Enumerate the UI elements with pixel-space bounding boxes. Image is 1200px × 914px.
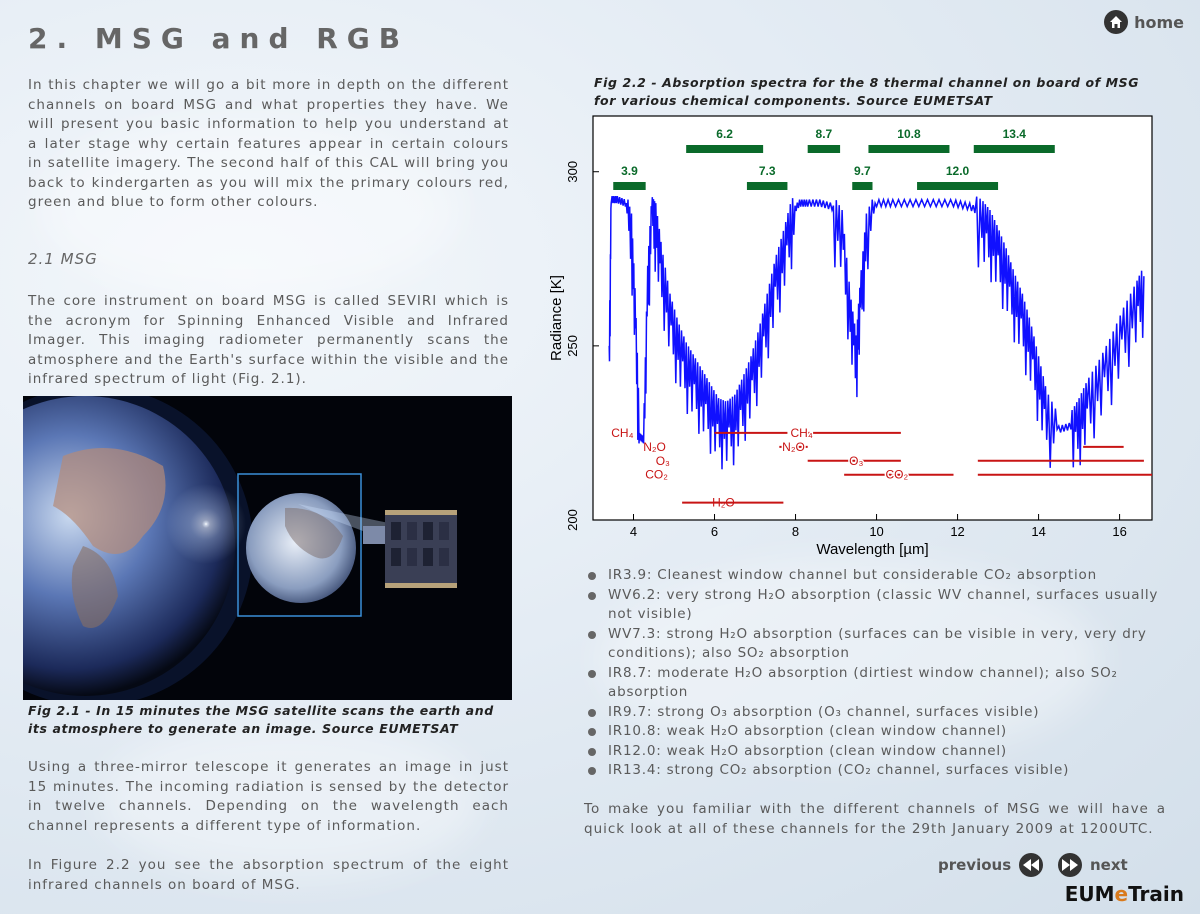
chart-svg bbox=[545, 108, 1165, 563]
y-tick-label: 200 bbox=[565, 509, 580, 531]
list-item: IR9.7: strong O₃ absorption (O₃ channel, surfaces visible) bbox=[586, 703, 1166, 723]
home-icon bbox=[1104, 10, 1128, 34]
absorber-label: CH₄ bbox=[611, 425, 634, 440]
list-item: WV7.3: strong H₂O absorption (surfaces can be visible in very, very dry conditions); also SO₂ absorption bbox=[586, 625, 1166, 664]
x-tick-label: 10 bbox=[869, 524, 884, 539]
channel-bar bbox=[852, 182, 872, 190]
channel-bar bbox=[917, 182, 998, 190]
channel-bar bbox=[747, 182, 788, 190]
previous-button[interactable] bbox=[938, 853, 1043, 877]
y-tick-label: 250 bbox=[565, 335, 580, 357]
fast-forward-icon bbox=[1058, 853, 1082, 877]
telescope-paragraph: Using a three-mirror telescope it generates an image in just 15 minutes. The incoming radiation is sensed by the detector in twelve channels. Depending on the wavelength each channel represents a different type of information. bbox=[28, 759, 509, 834]
list-item: IR12.0: weak H₂O absorption (clean window channel) bbox=[586, 742, 1166, 762]
section-heading: 2.1 MSG bbox=[28, 250, 98, 268]
y-tick-label: 300 bbox=[565, 160, 580, 183]
fig2-caption: Fig 2.2 - Absorption spectra for the 8 thermal channel on board of MSG for various chemical components. Source EUMETSAT bbox=[594, 75, 1140, 108]
intro-paragraph: In this chapter we will go a bit more in depth on the different channels on board MSG and what properties they have. We will present you basic information to help you understand at a later stage why certain features appear in certain colours in satellite imagery. The second half of this CAL will bring you back to kindergarten as you will mix the primary colours red, green and blue to form other colours. bbox=[28, 77, 509, 210]
x-tick-label: 8 bbox=[791, 524, 800, 539]
absorber-inline-label: N₂O bbox=[782, 439, 805, 454]
list-item: IR3.9: Cleanest window channel but considerable CO₂ absorption bbox=[586, 566, 1166, 586]
absorber-inline-label: CH₄ bbox=[790, 425, 813, 440]
channel-label: 3.9 bbox=[621, 164, 638, 178]
list-item: WV6.2: very strong H₂O absorption (classic WV channel, surfaces usually not visible) bbox=[586, 586, 1166, 625]
previous-label: previous bbox=[938, 856, 1012, 874]
channel-label: 8.7 bbox=[815, 127, 833, 141]
channel-bar bbox=[974, 145, 1055, 153]
channel-label: 7.3 bbox=[758, 164, 776, 178]
x-tick-label: 12 bbox=[950, 524, 965, 539]
absorber-inline-label: O₃ bbox=[849, 453, 864, 468]
channel-label: 6.2 bbox=[716, 127, 733, 141]
channel-bar bbox=[613, 182, 645, 190]
x-tick-label: 14 bbox=[1031, 524, 1046, 539]
absorber-label: H₂O bbox=[712, 495, 735, 510]
page-title: 2. MSG and RGB bbox=[28, 22, 410, 55]
x-axis-label: Wavelength [µm] bbox=[816, 541, 929, 558]
channel-label: 13.4 bbox=[1002, 127, 1026, 141]
list-item: IR8.7: moderate H₂O absorption (dirtiest window channel); also SO₂ absorption bbox=[586, 664, 1166, 703]
closing-paragraph: To make you familiar with the different channels of MSG we will have a quick look at all of these channels for the 29th January 2009 at 1200UTC. bbox=[584, 801, 1166, 837]
fig1-caption: Fig 2.1 - In 15 minutes the MSG satellite scans the earth and its atmosphere to generate an image. Source EUMETSAT bbox=[28, 703, 494, 736]
x-tick-label: 16 bbox=[1112, 524, 1127, 539]
seviri-paragraph: The core instrument on board MSG is called SEVIRI which is the acronym for Spinning Enhanced Visible and Infrared Imager. This imaging radiometer permanently scans the atmosphere and the Earth's surface within the visible and the infrared spectrum of light (Fig. 2.1). bbox=[28, 293, 509, 387]
absorber-label: CO₂ bbox=[645, 467, 668, 482]
channel-label: 9.7 bbox=[854, 164, 871, 178]
x-tick-label: 4 bbox=[629, 524, 638, 539]
next-label: next bbox=[1090, 856, 1128, 874]
rewind-icon bbox=[1019, 853, 1043, 877]
channel-list bbox=[586, 566, 1166, 781]
home-button[interactable] bbox=[1104, 10, 1184, 34]
channel-bar bbox=[686, 145, 763, 153]
channel-bar bbox=[868, 145, 949, 153]
channel-bar bbox=[808, 145, 840, 153]
y-axis-label: Radiance [K] bbox=[548, 275, 565, 361]
absorber-label: N₂O bbox=[643, 439, 666, 454]
absorber-inline-label: CO₂ bbox=[885, 467, 909, 482]
channel-label: 10.8 bbox=[897, 127, 921, 141]
eumetrain-logo: EUMeTrain bbox=[1064, 882, 1184, 906]
absorption-spectrum-chart bbox=[545, 108, 1165, 563]
next-button[interactable] bbox=[1058, 853, 1128, 877]
list-item: IR10.8: weak H₂O absorption (clean window channel) bbox=[586, 722, 1166, 742]
absorber-label: O₃ bbox=[655, 453, 670, 468]
msg-satellite-figure bbox=[23, 396, 512, 700]
home-label: home bbox=[1134, 12, 1184, 32]
spectrum-intro-paragraph: In Figure 2.2 you see the absorption spectrum of the eight infrared channels on board of MSG. bbox=[28, 857, 509, 893]
list-item: IR13.4: strong CO₂ absorption (CO₂ channel, surfaces visible) bbox=[586, 761, 1166, 781]
channel-label: 12.0 bbox=[945, 164, 970, 178]
x-tick-label: 6 bbox=[710, 524, 719, 539]
